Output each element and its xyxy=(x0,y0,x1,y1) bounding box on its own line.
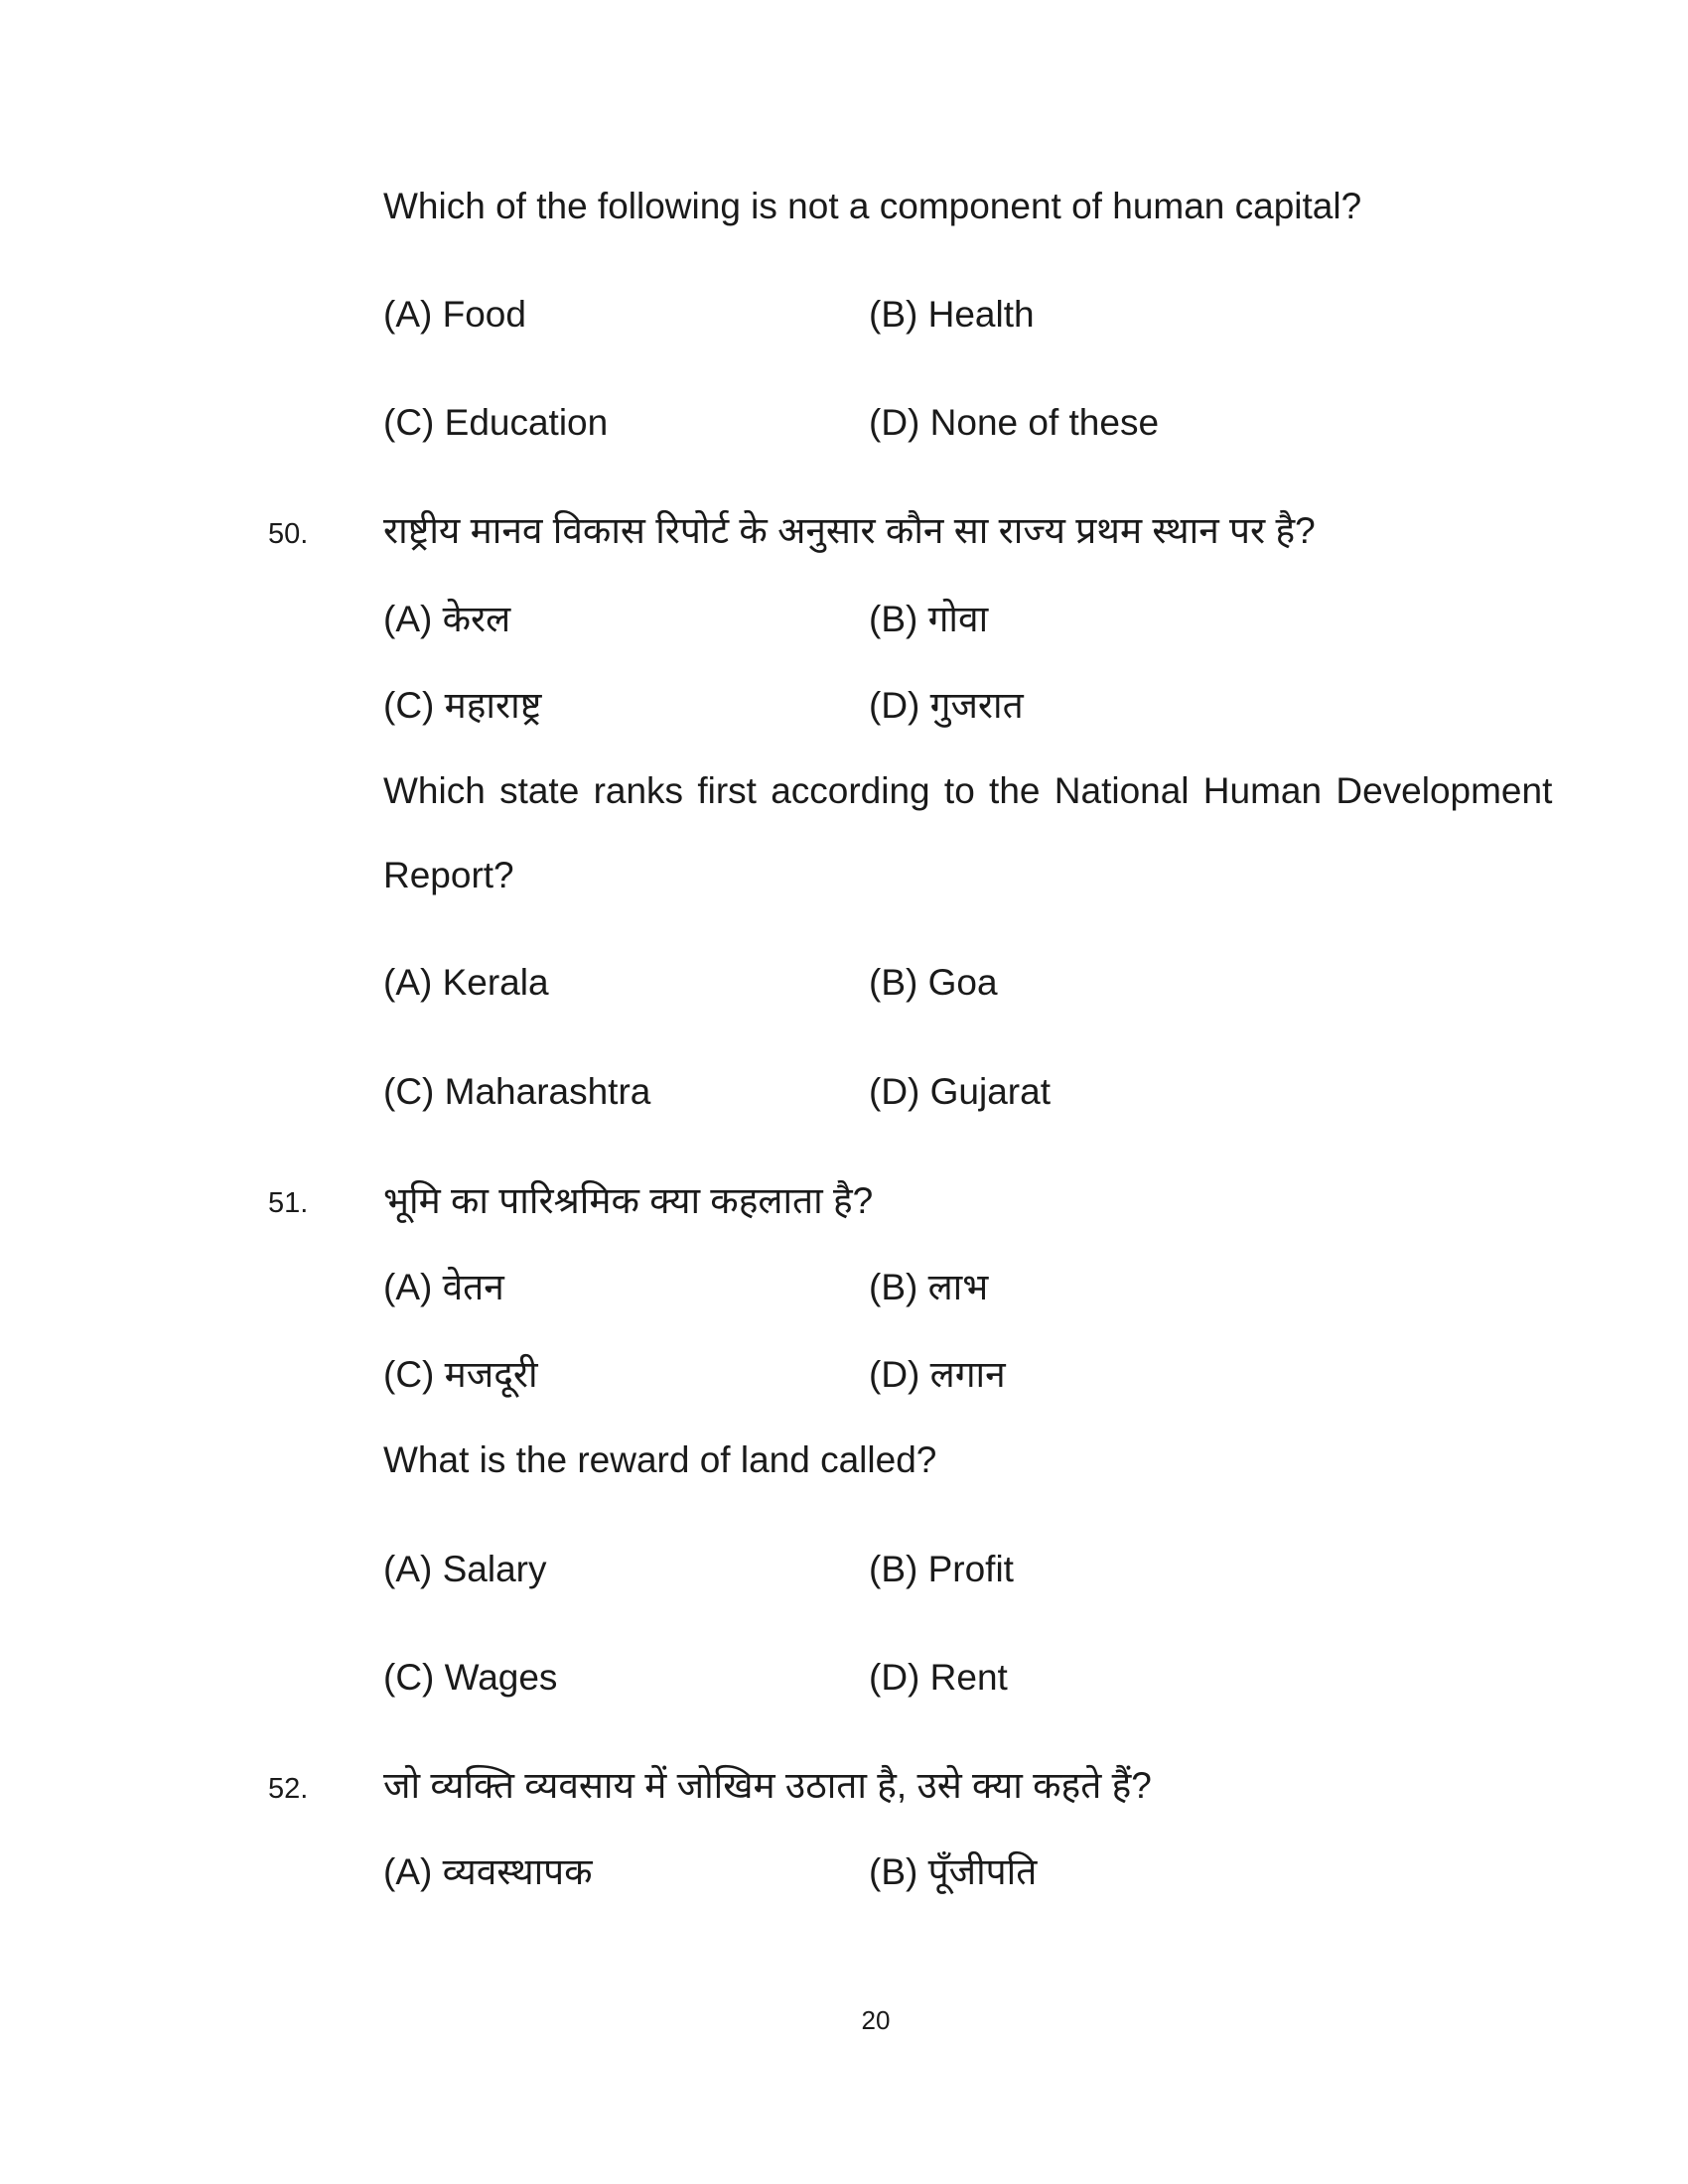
option-c: (C) Education xyxy=(383,402,609,443)
option-b: (B) Health xyxy=(869,294,1035,335)
option-b-hindi: (B) गोवा xyxy=(869,599,989,639)
option-c: (C) Maharashtra xyxy=(383,1071,651,1112)
question-text-hindi: राष्ट्रीय मानव विकास रिपोर्ट के अनुसार कौन सा राज्य प्रथम स्थान पर है? xyxy=(383,510,1316,551)
option-b: (B) Goa xyxy=(869,962,998,1003)
option-c-hindi: (C) मजदूरी xyxy=(383,1354,538,1395)
option-a: (A) Kerala xyxy=(383,962,549,1003)
option-b: (B) Profit xyxy=(869,1549,1014,1589)
option-a: (A) Salary xyxy=(383,1549,547,1589)
question-text-english: What is the reward of land called? xyxy=(383,1439,937,1480)
option-c: (C) Wages xyxy=(383,1657,558,1698)
question-number: 51. xyxy=(268,1187,309,1219)
question-text-english: Which of the following is not a component of human capital? xyxy=(383,186,1362,226)
option-d: (D) None of these xyxy=(869,402,1160,443)
option-a-hindi: (A) केरल xyxy=(383,599,511,639)
question-text-english-cont: Report? xyxy=(383,855,514,895)
option-d: (D) Gujarat xyxy=(869,1071,1051,1112)
option-d-hindi: (D) लगान xyxy=(869,1354,1006,1395)
option-b-hindi: (B) लाभ xyxy=(869,1267,989,1307)
page-number: 20 xyxy=(861,2005,891,2035)
question-number: 50. xyxy=(268,518,309,550)
question-number: 52. xyxy=(268,1773,309,1805)
option-a-hindi: (A) व्यवस्थापक xyxy=(383,1851,593,1892)
question-text-hindi: जो व्यक्ति व्यवसाय में जोखिम उठाता है, उसे क्या कहते हैं? xyxy=(383,1765,1152,1806)
question-text-english: Which state ranks first according to the National Human Development xyxy=(383,770,1553,811)
option-c-hindi: (C) महाराष्ट्र xyxy=(383,685,542,726)
question-text-hindi: भूमि का पारिश्रमिक क्या कहलाता है? xyxy=(383,1180,874,1221)
option-b-hindi: (B) पूँजीपति xyxy=(869,1851,1038,1892)
option-d-hindi: (D) गुजरात xyxy=(869,685,1024,726)
option-a-hindi: (A) वेतन xyxy=(383,1267,504,1307)
option-a: (A) Food xyxy=(383,294,526,335)
option-d: (D) Rent xyxy=(869,1657,1008,1698)
